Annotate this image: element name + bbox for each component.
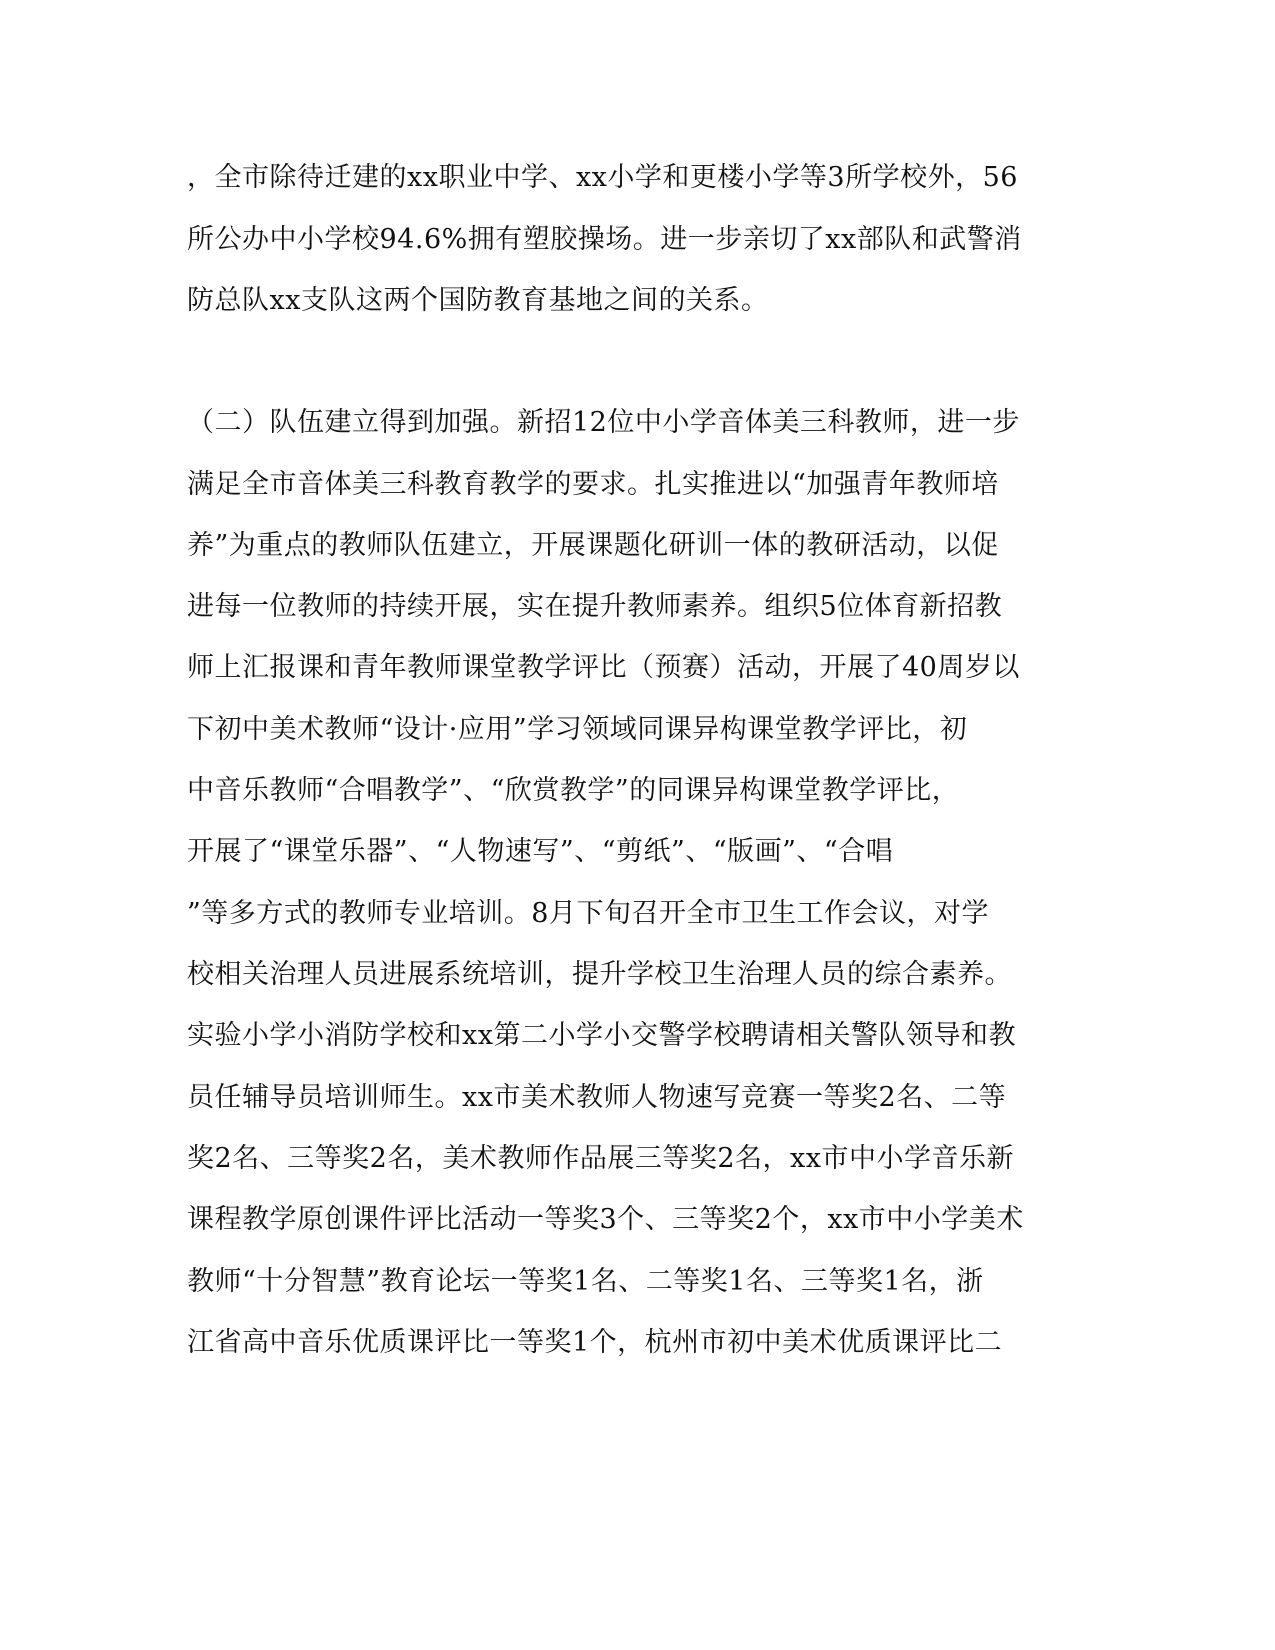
text-line: 开展了“课堂乐器”、“人物速写”、“剪纸”、“版画”、“合唱 <box>187 836 894 867</box>
text-line: 奖2名、三等奖2名，美术教师作品展三等奖2名，xx市中小学音乐新 <box>187 1143 1014 1174</box>
text-line: 员任辅导员培训师生。xx市美术教师人物速写竞赛一等奖2名、二等 <box>187 1082 1007 1113</box>
text-line: 防总队xx支队这两个国防教育基地之间的关系。 <box>187 285 769 316</box>
text-line: 满足全市音体美三科教育教学的要求。扎实推进以“加强青年教师培 <box>187 469 999 500</box>
text-line: 中音乐教师“合唱教学”、“欣赏教学”的同课异构课堂教学评比， <box>187 775 960 806</box>
text-line: 校相关治理人员进展系统培训，提升学校卫生治理人员的综合素养。 <box>187 959 1012 990</box>
text-line: 进每一位教师的持续开展，实在提升教师素养。组织5位体育新招教 <box>187 591 1003 622</box>
text-line: 下初中美术教师“设计·应用”学习领域同课异构课堂教学评比，初 <box>187 714 968 745</box>
text-line: 课程教学原创课件评比活动一等奖3个、三等奖2个，xx市中小学美术 <box>187 1204 1024 1235</box>
text-line: 教师“十分智慧”教育论坛一等奖1名、二等奖1名、三等奖1名，浙 <box>187 1266 984 1297</box>
text-line: 养”为重点的教师队伍建立，开展课题化研训一体的教研活动，以促 <box>187 530 999 561</box>
text-line: 师上汇报课和青年教师课堂教学评比（预赛）活动，开展了40周岁以 <box>187 652 1020 683</box>
text-line: 实验小学小消防学校和xx第二小学小交警学校聘请相关警队领导和教 <box>187 1020 1016 1051</box>
text-line: 江省高中音乐优质课评比一等奖1个，杭州市初中美术优质课评比二 <box>187 1327 1003 1358</box>
text-line: ”等多方式的教师专业培训。8月下旬召开全市卫生工作会议，对学 <box>187 898 989 929</box>
text-line: 所公办中小学校94.6%拥有塑胶操场。进一步亲切了xx部队和武警消 <box>187 224 1022 255</box>
text-line: （二）队伍建立得到加强。新招12位中小学音体美三科教师，进一步 <box>187 407 1020 438</box>
text-line: ，全市除待迁建的xx职业中学、xx小学和更楼小学等3所学校外，56 <box>187 162 1018 193</box>
